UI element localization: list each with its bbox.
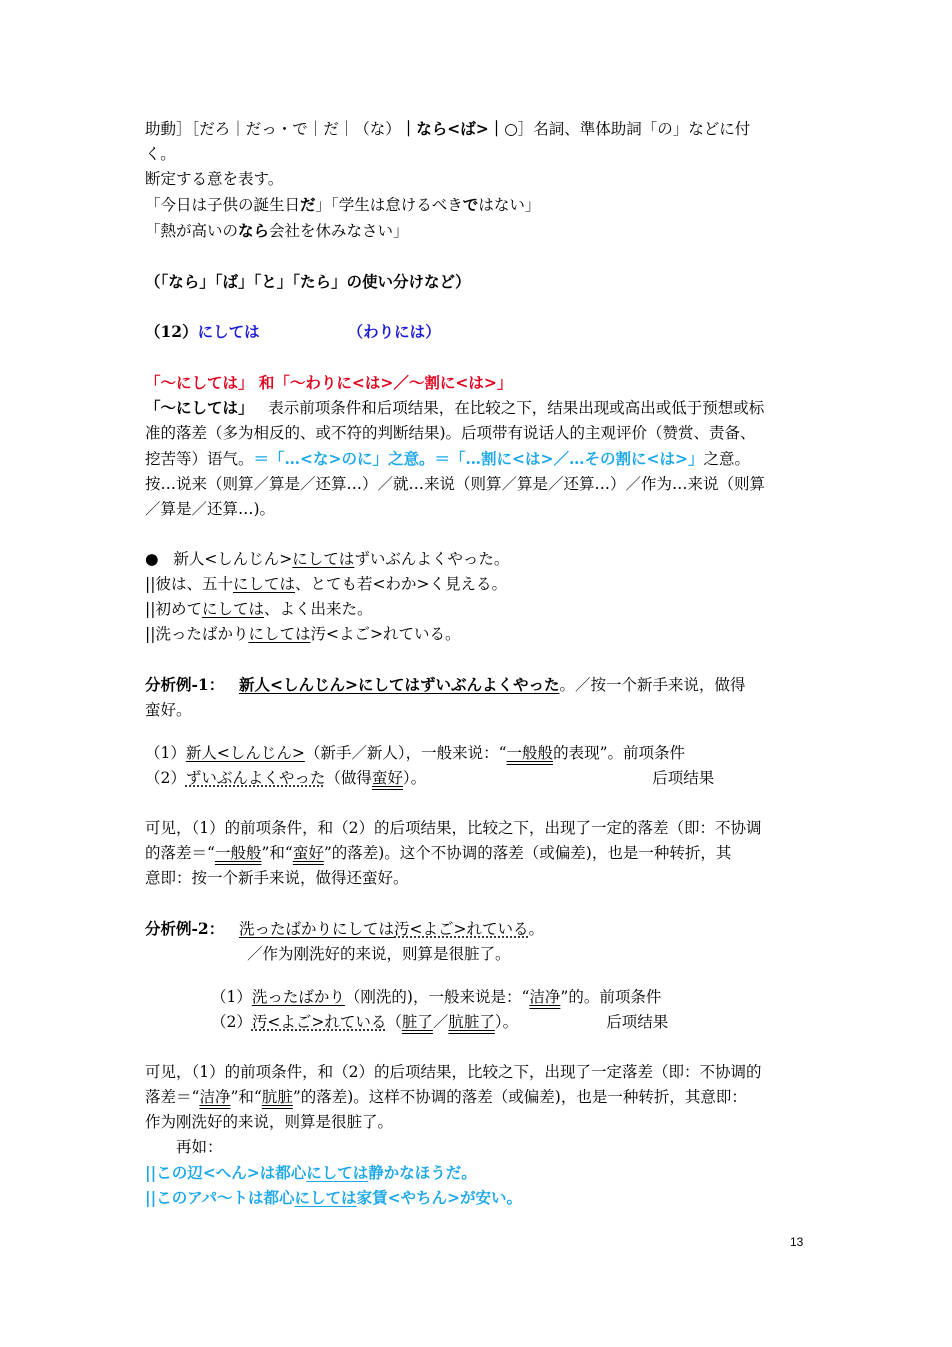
example-3 — [145, 597, 810, 622]
conclusion-text: ”和“ — [230, 1088, 262, 1106]
heading-12 — [145, 319, 810, 345]
spacer — [145, 294, 810, 319]
heading-number: （12） — [145, 322, 198, 341]
example-4 — [145, 622, 810, 647]
spacer — [145, 345, 810, 370]
point-text: （做得 — [325, 769, 372, 787]
spacer — [145, 1035, 810, 1060]
compare-title: 「～にしては」 和「～わりに<は>／～割に<は>」 — [145, 373, 513, 392]
point-term: 蛮好 — [371, 769, 403, 787]
point-text: ”的。前项条件 — [560, 988, 662, 1006]
more-example-text: ||この辺<へん>は都心 — [145, 1163, 307, 1182]
explain-term: 「～にしては」 — [145, 398, 254, 417]
explain-line-4: 按…说来（则算／算是／还算…）／就…来说（则算／算是／还算…）／作为…来说（则算 — [145, 475, 766, 493]
example-text: 汚<よご>れている。 — [310, 625, 461, 643]
explain-text: 挖苦等）语气。 — [145, 450, 254, 468]
analysis-label: 分析例-2： — [145, 919, 225, 938]
point-number: （2） — [211, 1013, 252, 1031]
point-text: （新手／新人），一般来说：“ — [304, 744, 507, 762]
example-text: 、よく出来た。 — [263, 600, 373, 618]
example-keyword: にしては — [201, 600, 264, 618]
point-label: 后项结果 — [606, 1013, 669, 1031]
conclusion-text: ”的落差)。这样不协调的落差（或偏差)，也是一种转折，其意即： — [292, 1088, 747, 1106]
example-text: 、とても若<わか>く見える。 — [294, 575, 507, 593]
analysis-text: 。／按一个新手来说，做得 — [559, 676, 746, 694]
analysis1-point-2 — [145, 766, 810, 791]
analysis-sentence: 新人<しんじん>にしてはずいぶんよくやった — [239, 675, 560, 694]
example-text: ||彼は、五十 — [145, 575, 233, 593]
spacer — [145, 522, 810, 547]
more-example-text: 静かなほうだ。 — [368, 1163, 477, 1182]
intro-bold: ｜なら<ば>｜ — [400, 119, 505, 138]
point-text: 的表现”。前项条件 — [553, 744, 685, 762]
intro-line-4 — [145, 192, 810, 218]
intro-line-1 — [145, 116, 810, 142]
analysis-sentence: 汚<よご>れている — [394, 920, 529, 938]
intro-text: 助動］［だろ｜だっ・で｜だ｜（な） — [145, 120, 401, 138]
intro-bold: で — [462, 195, 479, 214]
example-keyword: にしては — [292, 550, 355, 568]
analysis1-conclusion-2 — [145, 841, 810, 866]
conclusion-term: 洁净 — [199, 1088, 231, 1106]
conclusion-text: 的落差＝“ — [145, 844, 215, 862]
explain-text: 之意。 — [703, 450, 750, 468]
intro-bold: なら — [238, 221, 270, 240]
more-example-text: 家賃<やちん>が安い。 — [356, 1188, 523, 1207]
point-term: 肮脏了 — [448, 1013, 495, 1031]
analysis2-line-1 — [145, 916, 810, 942]
explain-line-2: 准的落差（多为相反的、或不符的判断结果)。后项带有说话人的主观评价（赞赏、责备、 — [145, 424, 756, 442]
document-body — [145, 116, 810, 1210]
intro-bold: だ — [300, 195, 316, 214]
explain-highlight: ＝「…<な>のに」之意。＝「…割に<は>／…その割に<は>」 — [253, 449, 704, 468]
section-note: （「なら」「ば」「と」「たら」の使い分けなど） — [145, 272, 471, 291]
analysis2-point-2 — [145, 1010, 810, 1035]
intro-text: 「熱が高いの — [145, 222, 239, 240]
point-text: ／ — [432, 1013, 449, 1031]
page-number: 13 — [790, 1235, 804, 1249]
spacer — [145, 791, 810, 816]
spacer — [145, 244, 810, 269]
point-term: 洗ったばかり — [251, 988, 345, 1006]
example-keyword: にしては — [248, 625, 311, 643]
intro-text: 「今日は子供の誕生日 — [145, 196, 301, 214]
example-text: ||初めて — [145, 600, 202, 618]
bullet-icon: ● — [145, 550, 159, 568]
analysis2-conclusion-2 — [145, 1085, 810, 1110]
point-text: （刚洗的)，一般来说是：“ — [344, 988, 530, 1006]
point-number: （1） — [211, 988, 252, 1006]
point-term: 新人<しんじん> — [185, 744, 305, 762]
more-example-text: ||このアパ～トは都心 — [145, 1188, 295, 1207]
conclusion-term: 一般般 — [214, 844, 262, 862]
intro-line-2: く。 — [145, 145, 176, 163]
spacer — [145, 647, 810, 672]
explain-line-5: ／算是／还算…)。 — [145, 500, 276, 518]
heading-title: にしては — [197, 322, 260, 341]
conclusion-text: ”和“ — [261, 844, 293, 862]
more-example-keyword: にしては — [306, 1163, 369, 1182]
intro-text: ○］名詞、準体助詞「の」などに付 — [504, 120, 751, 138]
analysis2-conclusion-1: 可见，（1）的前项条件，和（2）的后项结果，比较之下，出现了一定落差（即：不协调的 — [145, 1063, 762, 1081]
point-text: ）。 — [494, 1013, 519, 1031]
point-text: （ — [386, 1013, 402, 1031]
analysis2-line-2: ／作为刚洗好的来说，则算是很脏了。 — [247, 945, 511, 963]
point-term: 脏了 — [401, 1013, 433, 1031]
point-term: 洁净 — [529, 988, 561, 1006]
explain-text: 表示前项条件和后项结果，在比较之下，结果出现或高出或低于预想或标 — [268, 399, 765, 417]
example-1 — [145, 547, 810, 572]
spacer — [145, 967, 810, 985]
analysis1-conclusion-1: 可见，（1）的前项条件，和（2）的后项结果，比较之下，出现了一定的落差（即：不协调 — [145, 819, 762, 837]
analysis-sentence: 洗ったばかりにしては — [239, 920, 395, 938]
intro-text: 会社を休みなさい」 — [269, 222, 409, 240]
point-number: （1） — [145, 744, 186, 762]
analysis1-conclusion-3: 意即：按一个新手来说，做得还蛮好。 — [145, 869, 409, 887]
explain-line-1 — [145, 395, 810, 421]
point-term: 一般般 — [506, 744, 554, 762]
analysis2-conclusion-3: 作为刚洗好的来说，则算是很脏了。 — [145, 1113, 394, 1131]
more-example-1 — [145, 1160, 810, 1185]
conclusion-term: 肮脏 — [261, 1088, 293, 1106]
example-text: ||洗ったばかり — [145, 625, 249, 643]
point-label: 后项结果 — [652, 769, 715, 787]
more-examples-label: 再如： — [176, 1138, 223, 1156]
explain-line-3 — [145, 446, 810, 472]
spacer — [145, 891, 810, 916]
intro-text: はない」 — [478, 196, 541, 214]
point-number: （2） — [145, 769, 186, 787]
analysis1-point-1 — [145, 741, 810, 766]
example-keyword: にしては — [232, 575, 295, 593]
spacer — [145, 723, 810, 741]
example-2 — [145, 572, 810, 597]
analysis1-line-1 — [145, 672, 810, 698]
more-example-2 — [145, 1185, 810, 1210]
heading-alt: （わりには） — [347, 322, 441, 341]
analysis2-point-1 — [145, 985, 810, 1010]
intro-line-5 — [145, 218, 810, 244]
example-text: ずいぶんよくやった。 — [354, 550, 510, 568]
conclusion-text: 落差＝“ — [145, 1088, 200, 1106]
intro-line-3: 断定する意を表す。 — [145, 170, 284, 188]
intro-text: 」「学生は怠けるべき — [315, 196, 463, 214]
point-term: 汚<よご>れている — [251, 1013, 387, 1031]
analysis-text: 。 — [528, 920, 545, 938]
analysis1-line-2: 蛮好。 — [145, 701, 192, 719]
point-term: ずいぶんよくやった — [185, 769, 326, 787]
analysis-label: 分析例-1： — [145, 675, 225, 694]
conclusion-term: 蛮好 — [292, 844, 324, 862]
point-text: ）。 — [402, 769, 427, 787]
conclusion-text: ”的落差)。这个不协调的落差（或偏差)，也是一种转折，其 — [323, 844, 732, 862]
example-text: 新人<しんじん> — [173, 550, 293, 568]
more-example-keyword: にしては — [294, 1188, 357, 1207]
